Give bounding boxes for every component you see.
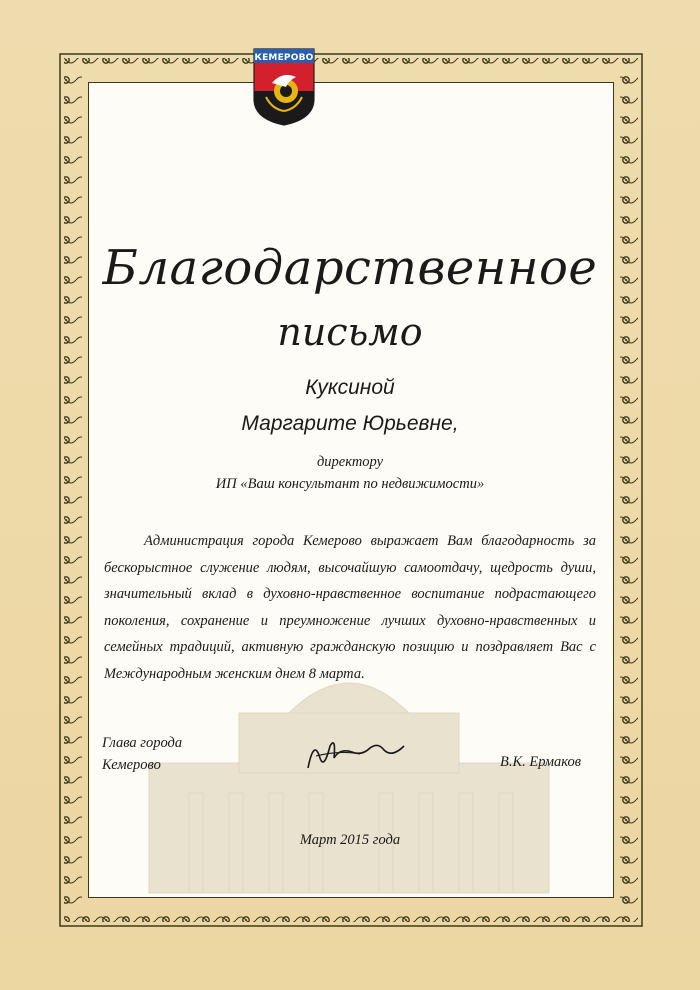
- recipient-position: директору: [316, 454, 384, 470]
- letter-body: Администрация города Кемерово выражает Вам благодарность за бескорыстное служение людям, высочайшую самоотдачу, щедрость души, значительный вклад в духовно-нравственное воспитание подрастающего поколения, сохранение и преумножение лучших духовно-нравственных и семейных традиций, активную гражданскую позицию и поздравляет Вас с Международным женским днем 8 марта.: [104, 533, 596, 682]
- signatory-title: [102, 732, 182, 776]
- recipient-name: Маргарите Юрьевне,: [241, 412, 459, 435]
- signatory-name: В.К. Ермаков: [500, 754, 582, 770]
- recipient-organization: ИП «Ваш консультант по недвижимости»: [215, 476, 485, 492]
- document-date: Март 2015 года: [299, 832, 401, 848]
- signatory-title-line1: Глава города: [102, 735, 183, 751]
- document-title-line2: письмо: [277, 310, 423, 354]
- handwritten-signature: [300, 728, 412, 776]
- signatory-title-line2: Кемерово: [102, 757, 161, 773]
- recipient-surname: Куксиной: [305, 376, 395, 399]
- document-title-line1: Благодарственное: [102, 240, 598, 296]
- crest-city-label: КЕМЕРОВО: [254, 53, 314, 63]
